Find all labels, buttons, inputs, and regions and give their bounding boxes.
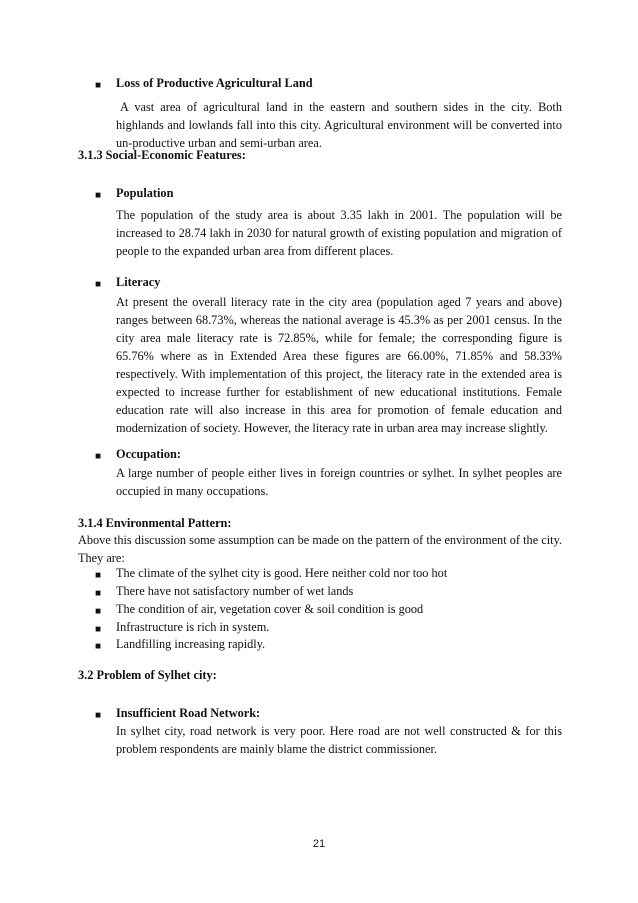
square-bullet-icon: ■	[95, 570, 102, 581]
square-bullet-icon: ■	[95, 710, 102, 721]
square-bullet-icon: ■	[95, 279, 102, 290]
square-bullet-icon: ■	[95, 451, 102, 462]
square-bullet-icon: ■	[95, 624, 102, 635]
list-item: There have not satisfactory number of wet lands	[116, 584, 354, 598]
list-item: Landfilling increasing rapidly.	[116, 637, 266, 651]
square-bullet-icon: ■	[95, 641, 102, 652]
square-bullet-icon: ■	[95, 80, 102, 91]
paragraph-population: The population of the study area is about 3.35 lakh in 2001. The population will be increased to 28.74 lakh in 2030 for natural growth of existing population and migration of people to the expanded urban area from different places.	[116, 208, 562, 258]
paragraph-land: A vast area of agricultural land in the eastern and southern sides in the city. Both highlands and lowlands fall into this city. Agricultural environment will be converted into un-productive urban and semi-urban area.	[116, 100, 562, 150]
heading-problem-sylhet: 3.2 Problem of Sylhet city:	[78, 668, 217, 682]
paragraph-occupation: A large number of people either lives in foreign countries or sylhet. In sylhet peoples are occupied in many occupations.	[116, 466, 562, 498]
section-title-literacy: Literacy	[116, 275, 161, 289]
square-bullet-icon: ■	[95, 606, 102, 617]
square-bullet-icon: ■	[95, 190, 102, 201]
paragraph-road: In sylhet city, road network is very poor. Here road are not well constructed & for this problem respondents are mainly blame the district commissioner.	[116, 724, 562, 756]
section-title-occupation: Occupation:	[116, 447, 181, 461]
page-number: 21	[312, 838, 326, 850]
section-title-population: Population	[116, 186, 174, 200]
list-item: The condition of air, vegetation cover & soil condition is good	[116, 602, 424, 616]
list-item: Infrastructure is rich in system.	[116, 620, 270, 634]
paragraph-env-intro: Above this discussion some assumption can be made on the pattern of the environment of the city. They are:	[78, 533, 562, 565]
heading-social-economic: 3.1.3 Social-Economic Features:	[78, 148, 246, 162]
paragraph-literacy: At present the overall literacy rate in the city area (population aged 7 years and above) ranges between 68.73%, whereas the national average is 45.3% as per 2001 census. In the city area male literacy rate is 72.85%, while for female; the corresponding figure is 65.76% where as in Extended Area these figures are 66.00%, 71.85% and 58.33% respectively. With implementation of this project, the literacy rate in the extended area is expected to increase further for establishment of new educational institutions. Female education rate will also increase in this area for promotion of female education and modernization of society. However, the literacy rate in urban area may increase slightly.	[116, 295, 562, 435]
heading-environmental-pattern: 3.1.4 Environmental Pattern:	[78, 516, 232, 530]
square-bullet-icon: ■	[95, 588, 102, 599]
section-title-road: Insufficient Road Network:	[116, 706, 261, 720]
list-item: The climate of the sylhet city is good. Here neither cold nor too hot	[116, 566, 448, 580]
section-title-land: Loss of Productive Agricultural Land	[116, 76, 313, 90]
